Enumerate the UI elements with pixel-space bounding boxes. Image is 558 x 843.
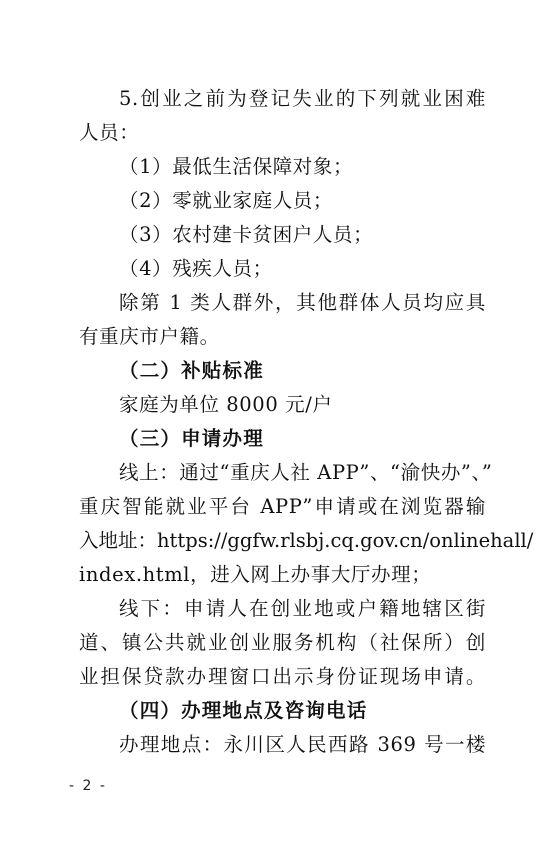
text-line-2-content: 人员：	[79, 121, 140, 144]
list-item-2	[0, 184, 558, 218]
text-line-16-content: 线下：申请人在创业地或户籍地辖区街	[119, 597, 486, 620]
text-line-8-content: 有重庆市户籍。	[79, 325, 220, 348]
section-heading-subsidy-standard	[0, 354, 558, 388]
text-line-15-content: index.html，进入网上办事大厅办理；	[79, 563, 432, 586]
text-line-8	[0, 320, 558, 354]
list-item-3-content: （3）农村建卡贫困户人员；	[119, 223, 374, 246]
text-line-7-content: 除第 1 类人群外，其他群体人员均应具	[119, 291, 486, 314]
list-item-1	[0, 150, 558, 184]
list-item-4	[0, 252, 558, 286]
list-item-3	[0, 218, 558, 252]
section-heading-location-contact-text: （四）办理地点及咨询电话	[119, 699, 368, 722]
text-line-17	[0, 626, 558, 660]
text-line-17-content: 道、镇公共就业创业服务机构（社保所）创	[79, 631, 486, 654]
section-heading-application	[0, 422, 558, 456]
text-line-13-content: 重庆智能就业平台 APP”申请或在浏览器输	[79, 495, 486, 518]
text-line-20-content: 办理地点：永川区人民西路 369 号一楼	[119, 733, 486, 756]
list-item-2-content: （2）零就业家庭人员；	[119, 189, 334, 212]
text-line-13	[0, 490, 558, 524]
text-line-10	[0, 388, 558, 422]
section-heading-location-contact	[0, 694, 558, 728]
text-line-12	[0, 456, 558, 490]
page-number: - 2 -	[69, 778, 107, 794]
text-line-16	[0, 592, 558, 626]
text-line-18	[0, 660, 558, 694]
section-heading-application-text: （三）申请办理	[119, 427, 264, 450]
text-line-20	[0, 728, 558, 762]
list-item-1-content: （1）最低生活保障对象；	[119, 155, 354, 178]
text-line-1	[0, 82, 558, 116]
text-line-12-content: 线上：通过“重庆人社 APP”、“渝快办”、”	[119, 461, 493, 484]
list-item-4-content: （4）残疾人员；	[119, 257, 273, 280]
text-line-15	[0, 558, 558, 592]
text-line-2	[0, 116, 558, 150]
text-line-7	[0, 286, 558, 320]
text-line-14	[0, 524, 558, 558]
text-line-10-content: 家庭为单位 8000 元/户	[119, 393, 333, 416]
text-line-18-content: 业担保贷款办理窗口出示身份证现场申请。	[79, 665, 486, 688]
text-line-1-content: 5.创业之前为登记失业的下列就业困难	[119, 87, 486, 110]
text-line-14-content: 入地址：https://ggfw.rlsbj.cq.gov.cn/onlinehall/	[79, 529, 534, 552]
section-heading-subsidy-standard-text: （二）补贴标准	[119, 359, 264, 382]
